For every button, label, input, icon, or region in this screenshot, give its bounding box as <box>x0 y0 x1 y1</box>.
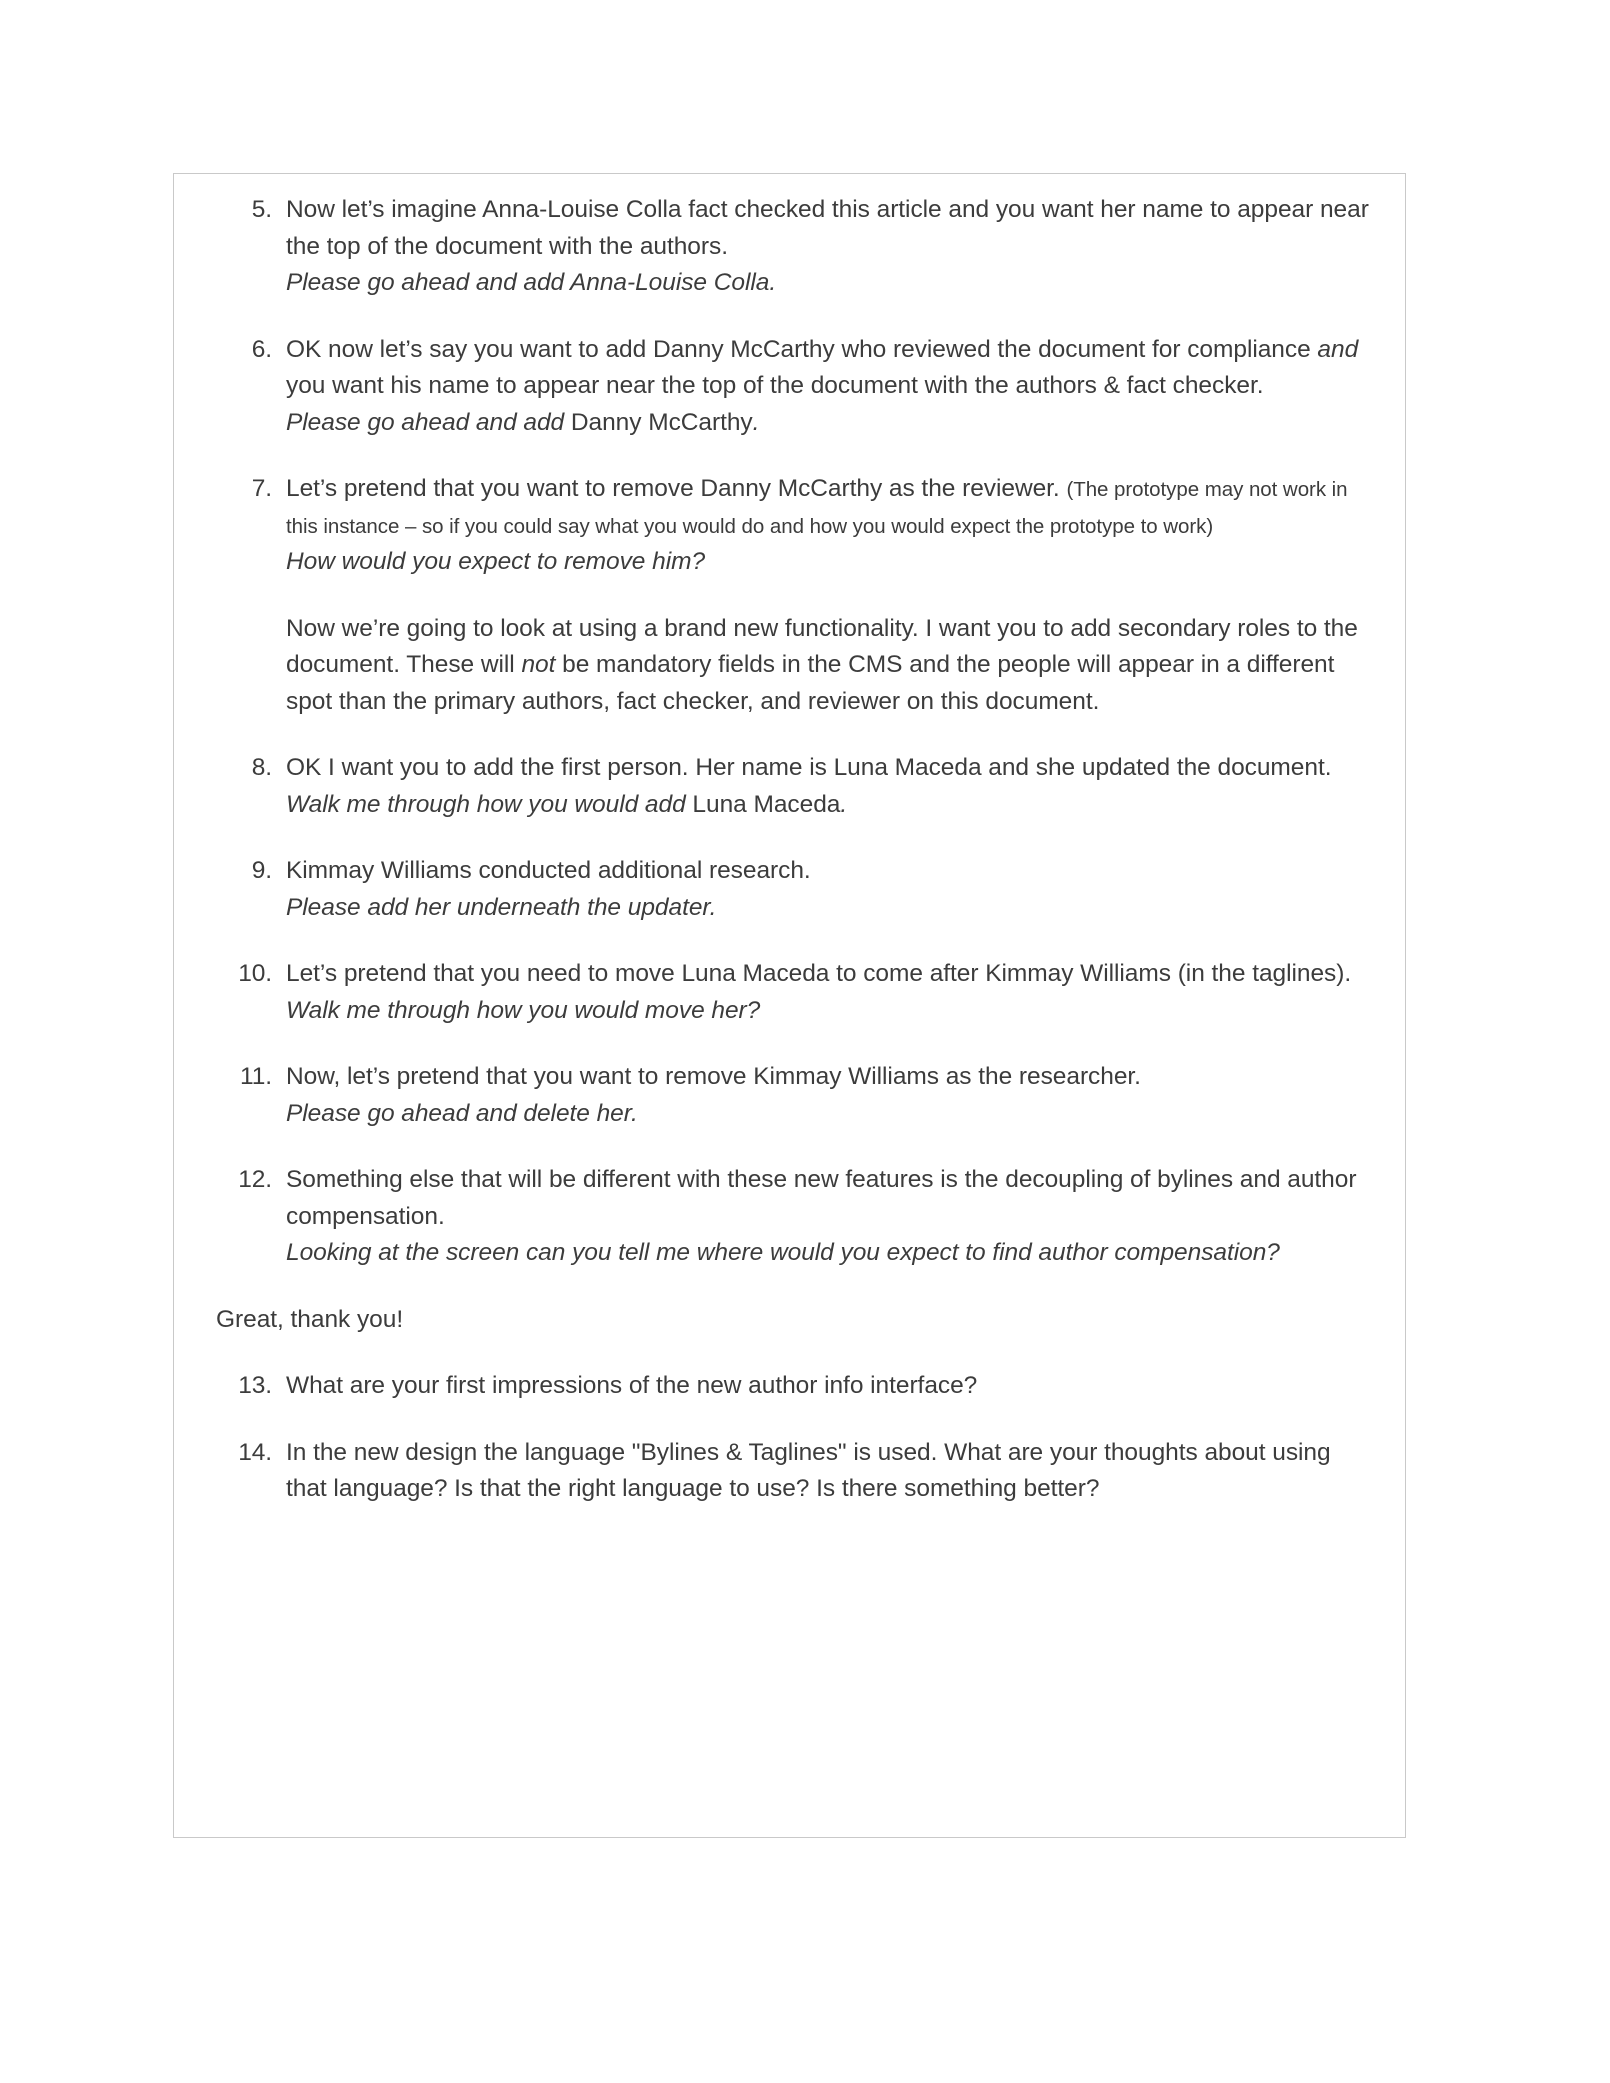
document-frame <box>173 173 1406 1838</box>
list-item-number: 9. <box>251 857 272 884</box>
item6-prompt-period: . <box>752 408 760 436</box>
list-item-number: 13. <box>238 1372 272 1399</box>
closing-line: Great, thank you! <box>216 1305 404 1333</box>
interlude-before: Now we’re going to look at using a brand new functionality. I want you to add secondary roles to the document. These will <box>286 614 1358 678</box>
list-item-number: 8. <box>251 754 272 781</box>
list-item-number: 12. <box>238 1166 272 1193</box>
document-body <box>174 174 1405 1837</box>
list-item-text <box>286 332 1371 442</box>
interlude-paragraph-block <box>208 611 1371 721</box>
item6-prompt-italic: Please go ahead and add <box>286 408 571 436</box>
item7-prompt: How would you expect to remove him? <box>286 548 706 575</box>
item8-prompt-period: . <box>840 790 848 818</box>
item6-emphasis: and <box>1317 335 1359 363</box>
item10-prompt: Walk me through how you would move her? <box>286 996 761 1024</box>
list-item-number: 5. <box>251 196 272 223</box>
list-item <box>208 1162 1371 1272</box>
list-item-number: 6. <box>251 335 272 363</box>
item12-prompt: Looking at the screen can you tell me where would you expect to find author compensation? <box>286 1239 1280 1266</box>
list-item-number: 7. <box>251 475 272 502</box>
item7-parenthetical: (The prototype may not work in this instance – so if you could say what you would do and how you would expect the prototype to work) <box>286 478 1348 538</box>
interlude-emphasis: not <box>521 651 556 678</box>
item9-statement: Kimmay Williams conducted additional research. <box>286 857 811 884</box>
item6-statement-a: OK now let’s say you want to add Danny McCarthy who reviewed the document for compliance <box>286 335 1318 363</box>
interlude-after: be mandatory fields in the CMS and the people will appear in a different spot than the primary authors, fact checker, and reviewer on this document. <box>286 651 1335 715</box>
item12-statement: Something else that will be different with these new features is the decoupling of bylines and author compensation. <box>286 1166 1357 1230</box>
item11-prompt: Please go ahead and delete her. <box>286 1099 638 1127</box>
list-item-text <box>286 471 1371 581</box>
item8-prompt-name: Luna Maceda <box>692 790 841 818</box>
item7-statement: Let’s pretend that you want to remove Danny McCarthy as the reviewer. <box>286 475 1067 502</box>
list-item-text <box>286 1059 1371 1132</box>
list-item-text <box>286 192 1371 302</box>
item11-statement: Now, let’s pretend that you want to remove Kimmay Williams as the researcher. <box>286 1063 1141 1090</box>
list-item-text <box>286 750 1371 823</box>
list-item-text: In the new design the language "Bylines & Taglines" is used. What are your thoughts about using that language? Is that the right language to use? Is there something better? <box>286 1438 1331 1502</box>
item8-statement: OK I want you to add the first person. Her name is Luna Maceda and she updated the document. <box>286 754 1332 781</box>
list-item <box>208 1435 1371 1508</box>
item9-prompt: Please add her underneath the updater. <box>286 893 717 921</box>
interlude-paragraph <box>286 611 1371 721</box>
list-item-number: 14. <box>238 1438 272 1466</box>
list-item <box>208 471 1371 581</box>
item6-statement-b: you want his name to appear near the top of the document with the authors & fact checker. <box>286 372 1264 399</box>
list-item <box>208 1368 1371 1405</box>
item5-statement: Now let’s imagine Anna-Louise Colla fact checked this article and you want her name to appear near the top of the document with the authors. <box>286 196 1369 260</box>
list-item-number: 10. <box>238 960 272 987</box>
item5-prompt: Please go ahead and add Anna-Louise Colla. <box>286 269 777 296</box>
list-item <box>208 192 1371 302</box>
item10-statement: Let’s pretend that you need to move Luna Maceda to come after Kimmay Williams (in the taglines). <box>286 960 1352 987</box>
list-item-number: 11. <box>240 1063 272 1090</box>
list-item <box>208 1059 1371 1132</box>
item6-prompt-name: Danny McCarthy <box>570 408 753 436</box>
list-item <box>208 750 1371 823</box>
list-item-text <box>286 1162 1371 1272</box>
item8-prompt-italic: Walk me through how you would add <box>286 790 693 818</box>
list-item-text: What are your first impressions of the new author info interface? <box>286 1372 978 1399</box>
list-item-text <box>286 853 1371 926</box>
list-item <box>208 332 1371 442</box>
list-item <box>208 853 1371 926</box>
list-item <box>208 956 1371 1029</box>
list-item-text <box>286 956 1371 1029</box>
